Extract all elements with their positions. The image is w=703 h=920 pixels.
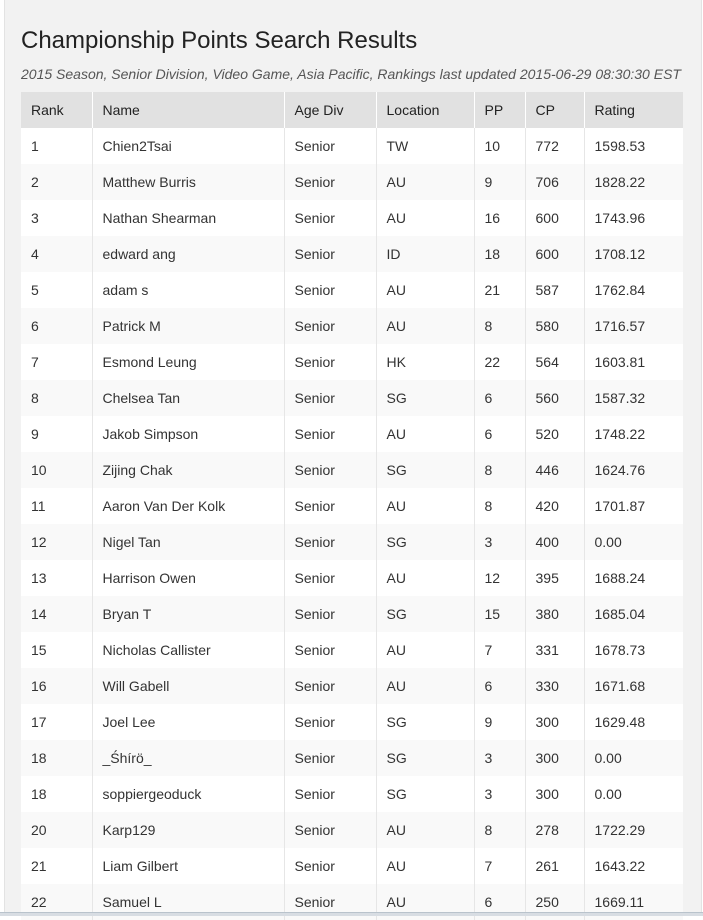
cell-name: Nicholas Callister — [92, 632, 284, 668]
cell-pp: 21 — [474, 272, 525, 308]
cell-location: SG — [376, 380, 474, 416]
cell-location: AU — [376, 560, 474, 596]
cell-pp: 9 — [474, 164, 525, 200]
column-header-pp[interactable]: PP — [474, 92, 525, 128]
cell-rating: 1722.29 — [584, 812, 683, 848]
cell-pp: 7 — [474, 632, 525, 668]
cell-age-div: Senior — [284, 452, 376, 488]
page-title: Championship Points Search Results — [21, 27, 418, 54]
column-header-age-div[interactable]: Age Div — [284, 92, 376, 128]
cell-rank: 12 — [21, 524, 92, 560]
cell-age-div: Senior — [284, 704, 376, 740]
cell-rank: 10 — [21, 452, 92, 488]
table-row — [21, 200, 683, 236]
cell-location: AU — [376, 308, 474, 344]
cell-pp: 3 — [474, 740, 525, 776]
column-header-name[interactable]: Name — [92, 92, 284, 128]
cell-rating: 1701.87 — [584, 488, 683, 524]
table-row — [21, 524, 683, 560]
cell-rank: 14 — [21, 596, 92, 632]
table-row — [21, 488, 683, 524]
cell-location: AU — [376, 416, 474, 452]
cell-cp: 300 — [525, 740, 584, 776]
cell-location: AU — [376, 884, 474, 920]
cell-pp: 6 — [474, 416, 525, 452]
cell-rating: 1828.22 — [584, 164, 683, 200]
cell-name: Jakob Simpson — [92, 416, 284, 452]
cell-name: _Śhírö_ — [92, 740, 284, 776]
window-bottom-border — [0, 912, 703, 916]
cell-age-div: Senior — [284, 812, 376, 848]
cell-pp: 10 — [474, 128, 525, 164]
cell-cp: 395 — [525, 560, 584, 596]
cell-cp: 330 — [525, 668, 584, 704]
cell-rank: 18 — [21, 740, 92, 776]
cell-location: SG — [376, 776, 474, 812]
cell-rating: 1598.53 — [584, 128, 683, 164]
cell-age-div: Senior — [284, 524, 376, 560]
cell-rank: 2 — [21, 164, 92, 200]
cell-rank: 18 — [21, 776, 92, 812]
table-row — [21, 812, 683, 848]
cell-rank: 15 — [21, 632, 92, 668]
cell-name: Aaron Van Der Kolk — [92, 488, 284, 524]
cell-name: Will Gabell — [92, 668, 284, 704]
cell-location: AU — [376, 632, 474, 668]
cell-pp: 22 — [474, 344, 525, 380]
cell-pp: 12 — [474, 560, 525, 596]
table-row — [21, 776, 683, 812]
cell-cp: 772 — [525, 128, 584, 164]
cell-age-div: Senior — [284, 380, 376, 416]
cell-rating: 1716.57 — [584, 308, 683, 344]
cell-cp: 420 — [525, 488, 584, 524]
results-panel — [4, 0, 702, 916]
cell-rating: 1678.73 — [584, 632, 683, 668]
cell-pp: 16 — [474, 200, 525, 236]
cell-location: AU — [376, 848, 474, 884]
cell-rating: 0.00 — [584, 524, 683, 560]
cell-age-div: Senior — [284, 164, 376, 200]
table-row — [21, 344, 683, 380]
cell-name: Bryan T — [92, 596, 284, 632]
cell-cp: 400 — [525, 524, 584, 560]
cell-rating: 1624.76 — [584, 452, 683, 488]
cell-rating: 1643.22 — [584, 848, 683, 884]
cell-name: Samuel L — [92, 884, 284, 920]
cell-age-div: Senior — [284, 596, 376, 632]
cell-rating: 1708.12 — [584, 236, 683, 272]
table-row — [21, 308, 683, 344]
cell-cp: 520 — [525, 416, 584, 452]
cell-rank: 6 — [21, 308, 92, 344]
table-row — [21, 164, 683, 200]
cell-rating: 1629.48 — [584, 704, 683, 740]
cell-rank: 1 — [21, 128, 92, 164]
cell-rating: 1671.68 — [584, 668, 683, 704]
cell-rank: 3 — [21, 200, 92, 236]
table-row — [21, 560, 683, 596]
table-row — [21, 236, 683, 272]
cell-name: adam s — [92, 272, 284, 308]
cell-name: Matthew Burris — [92, 164, 284, 200]
cell-age-div: Senior — [284, 200, 376, 236]
table-row — [21, 848, 683, 884]
cell-age-div: Senior — [284, 740, 376, 776]
cell-location: SG — [376, 704, 474, 740]
table-row — [21, 272, 683, 308]
cell-cp: 564 — [525, 344, 584, 380]
cell-rating: 1669.11 — [584, 884, 683, 920]
table-row — [21, 380, 683, 416]
cell-pp: 3 — [474, 524, 525, 560]
cell-rating: 1587.32 — [584, 380, 683, 416]
cell-age-div: Senior — [284, 632, 376, 668]
cell-cp: 600 — [525, 236, 584, 272]
column-header-location[interactable]: Location — [376, 92, 474, 128]
cell-age-div: Senior — [284, 308, 376, 344]
cell-age-div: Senior — [284, 344, 376, 380]
cell-name: soppiergeoduck — [92, 776, 284, 812]
cell-pp: 3 — [474, 776, 525, 812]
cell-cp: 300 — [525, 704, 584, 740]
table-row — [21, 704, 683, 740]
cell-cp: 250 — [525, 884, 584, 920]
cell-age-div: Senior — [284, 668, 376, 704]
cell-location: ID — [376, 236, 474, 272]
cell-age-div: Senior — [284, 848, 376, 884]
cell-name: edward ang — [92, 236, 284, 272]
cell-location: SG — [376, 596, 474, 632]
cell-age-div: Senior — [284, 128, 376, 164]
cell-cp: 331 — [525, 632, 584, 668]
cell-name: Esmond Leung — [92, 344, 284, 380]
cell-pp: 8 — [474, 488, 525, 524]
cell-location: SG — [376, 524, 474, 560]
cell-name: Joel Lee — [92, 704, 284, 740]
cell-cp: 380 — [525, 596, 584, 632]
cell-rating: 1685.04 — [584, 596, 683, 632]
column-header-rank[interactable]: Rank — [21, 92, 92, 128]
cell-rating: 1603.81 — [584, 344, 683, 380]
cell-location: AU — [376, 164, 474, 200]
cell-pp: 8 — [474, 812, 525, 848]
cell-rating: 0.00 — [584, 740, 683, 776]
cell-age-div: Senior — [284, 272, 376, 308]
cell-age-div: Senior — [284, 776, 376, 812]
cell-name: Patrick M — [92, 308, 284, 344]
cell-cp: 278 — [525, 812, 584, 848]
cell-location: AU — [376, 812, 474, 848]
cell-rank: 4 — [21, 236, 92, 272]
cell-age-div: Senior — [284, 560, 376, 596]
cell-cp: 706 — [525, 164, 584, 200]
column-header-cp[interactable]: CP — [525, 92, 584, 128]
cell-age-div: Senior — [284, 416, 376, 452]
cell-pp: 6 — [474, 380, 525, 416]
cell-name: Nigel Tan — [92, 524, 284, 560]
table-row — [21, 632, 683, 668]
cell-rank: 20 — [21, 812, 92, 848]
cell-location: TW — [376, 128, 474, 164]
table-row — [21, 740, 683, 776]
table-row — [21, 452, 683, 488]
cell-rating: 1748.22 — [584, 416, 683, 452]
cell-rating: 0.00 — [584, 776, 683, 812]
cell-cp: 261 — [525, 848, 584, 884]
cell-rank: 22 — [21, 884, 92, 920]
cell-cp: 446 — [525, 452, 584, 488]
cell-name: Karp129 — [92, 812, 284, 848]
cell-name: Harrison Owen — [92, 560, 284, 596]
cell-pp: 6 — [474, 884, 525, 920]
cell-cp: 587 — [525, 272, 584, 308]
cell-age-div: Senior — [284, 236, 376, 272]
cell-cp: 300 — [525, 776, 584, 812]
table-row — [21, 416, 683, 452]
cell-location: HK — [376, 344, 474, 380]
cell-cp: 560 — [525, 380, 584, 416]
cell-age-div: Senior — [284, 884, 376, 920]
cell-name: Nathan Shearman — [92, 200, 284, 236]
cell-location: SG — [376, 740, 474, 776]
cell-cp: 600 — [525, 200, 584, 236]
cell-pp: 15 — [474, 596, 525, 632]
cell-age-div: Senior — [284, 488, 376, 524]
column-header-rating[interactable]: Rating — [584, 92, 683, 128]
page-subtitle: 2015 Season, Senior Division, Video Game, Asia Pacific, Rankings last updated 2015-06-29 08:30:30 EST — [21, 66, 681, 82]
results-table — [21, 92, 683, 920]
cell-location: AU — [376, 668, 474, 704]
cell-location: AU — [376, 200, 474, 236]
results-body — [21, 128, 683, 920]
cell-pp: 6 — [474, 668, 525, 704]
table-row — [21, 668, 683, 704]
cell-name: Zijing Chak — [92, 452, 284, 488]
cell-pp: 9 — [474, 704, 525, 740]
cell-pp: 7 — [474, 848, 525, 884]
cell-rank: 5 — [21, 272, 92, 308]
cell-rank: 17 — [21, 704, 92, 740]
cell-location: SG — [376, 452, 474, 488]
cell-rating: 1743.96 — [584, 200, 683, 236]
cell-location: AU — [376, 488, 474, 524]
cell-name: Chelsea Tan — [92, 380, 284, 416]
cell-rank: 11 — [21, 488, 92, 524]
cell-rank: 7 — [21, 344, 92, 380]
cell-name: Liam Gilbert — [92, 848, 284, 884]
cell-cp: 580 — [525, 308, 584, 344]
cell-rank: 13 — [21, 560, 92, 596]
cell-rank: 21 — [21, 848, 92, 884]
cell-name: Chien2Tsai — [92, 128, 284, 164]
cell-pp: 18 — [474, 236, 525, 272]
cell-rating: 1688.24 — [584, 560, 683, 596]
cell-pp: 8 — [474, 452, 525, 488]
table-row — [21, 128, 683, 164]
cell-location: AU — [376, 272, 474, 308]
header-row — [21, 92, 683, 128]
cell-rank: 9 — [21, 416, 92, 452]
cell-pp: 8 — [474, 308, 525, 344]
table-row — [21, 596, 683, 632]
cell-rating: 1762.84 — [584, 272, 683, 308]
cell-rank: 8 — [21, 380, 92, 416]
cell-rank: 16 — [21, 668, 92, 704]
